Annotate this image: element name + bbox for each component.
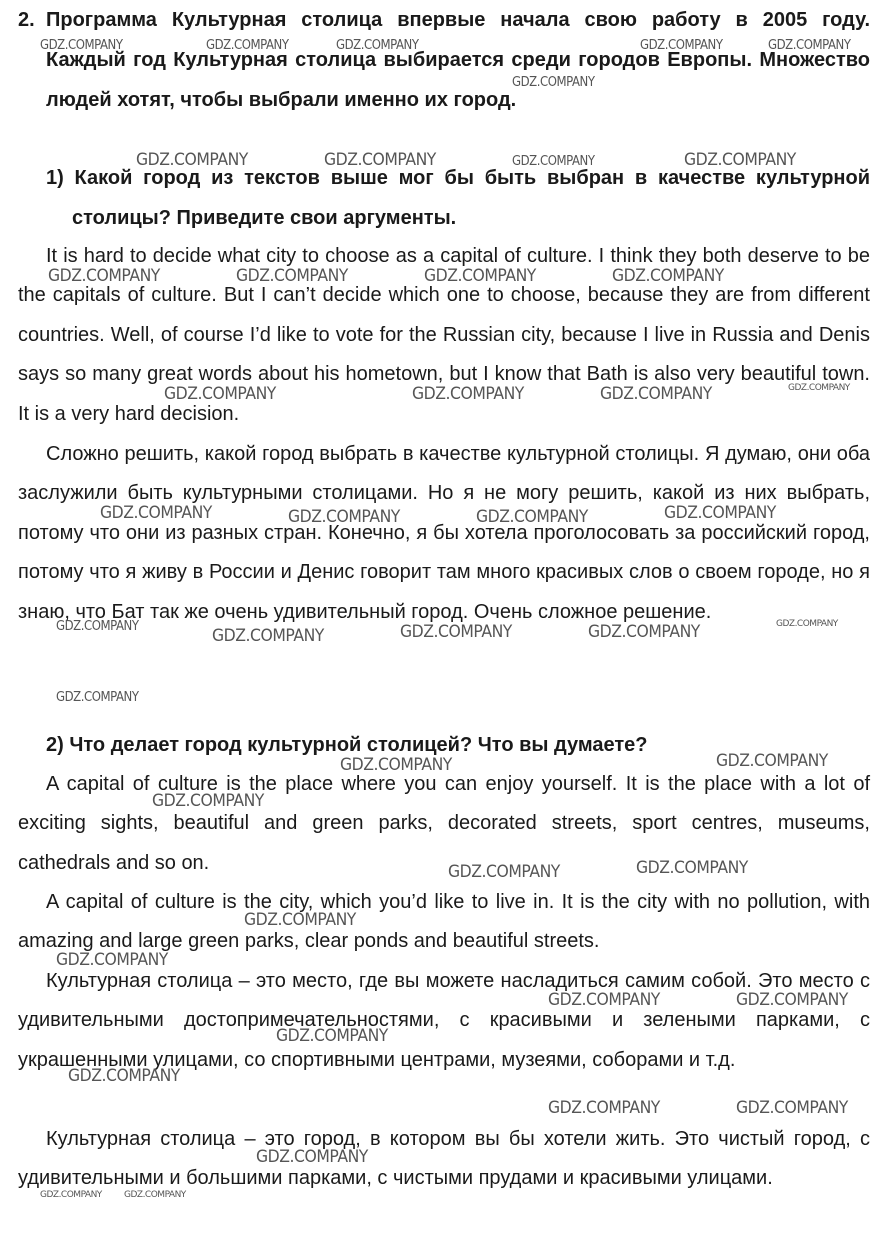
watermark: GDZ.COMPANY [56, 690, 139, 705]
watermark: GDZ.COMPANY [716, 751, 828, 771]
watermark: GDZ.COMPANY [336, 38, 419, 53]
question-1-text: 1) Какой город из текстов выше мог бы быть выбран в качестве культурной столицы? Приведите свои аргументы. [46, 167, 870, 229]
watermark: GDZ.COMPANY [736, 1098, 848, 1118]
watermark: GDZ.COMPANY [56, 619, 139, 634]
watermark: GDZ.COMPANY [288, 507, 400, 527]
task-number: 2. [18, 9, 35, 31]
watermark: GDZ.COMPANY [512, 154, 595, 169]
watermark: GDZ.COMPANY [512, 75, 595, 90]
watermark: GDZ.COMPANY [136, 150, 248, 170]
task-heading [18, 0, 870, 120]
watermark: GDZ.COMPANY [56, 950, 168, 970]
watermark: GDZ.COMPANY [548, 990, 660, 1010]
answer-2-russian-2: Культурная столица – это город, в котором вы бы хотели жить. Это чистый город, с удивительными и большими парками, с чистыми прудами и красивыми улицами. [18, 1128, 870, 1190]
watermark: GDZ.COMPANY [340, 755, 452, 775]
watermark: GDZ.COMPANY [100, 503, 212, 523]
watermark: GDZ.COMPANY [776, 619, 838, 629]
watermark: GDZ.COMPANY [324, 150, 436, 170]
watermark: GDZ.COMPANY [124, 1190, 186, 1200]
answer-1-russian: Сложно решить, какой город выбрать в качестве культурной столицы. Я думаю, они оба заслужили быть культурными столицами. Но я не могу решить, какой из них выбрать, потому что они из разных стран. Конечно, я бы хотела проголосовать за российский город, потому что я живу в России и Денис говорит там много красивых слов о своем городе, но я знаю, что Бат так же очень удивительный город. Очень сложное решение. [18, 443, 870, 623]
watermark: GDZ.COMPANY [424, 266, 536, 286]
watermark: GDZ.COMPANY [236, 266, 348, 286]
question-2 [46, 725, 870, 765]
watermark: GDZ.COMPANY [412, 384, 524, 404]
watermark: GDZ.COMPANY [736, 990, 848, 1010]
watermark: GDZ.COMPANY [212, 626, 324, 646]
watermark: GDZ.COMPANY [164, 384, 276, 404]
watermark: GDZ.COMPANY [768, 38, 851, 53]
watermark: GDZ.COMPANY [244, 910, 356, 930]
watermark: GDZ.COMPANY [40, 1190, 102, 1200]
task-text: Программа Культурная столица впервые начала свою работу в 2005 году. Каждый год Культурная столица выбирается среди городов Европы. Множество людей хотят, чтобы выбрали именно их город. [46, 9, 870, 111]
watermark: GDZ.COMPANY [636, 858, 748, 878]
watermark: GDZ.COMPANY [548, 1098, 660, 1118]
watermark: GDZ.COMPANY [448, 862, 560, 882]
answer-2-russian-1: Культурная столица – это место, где вы можете насладиться самим собой. Это место с удивительными достопримечательностями, с красивыми и зелеными парками, с украшенными улицами, со спортивными центрами, музеями, соборами и т.д. [18, 970, 870, 1071]
watermark: GDZ.COMPANY [476, 507, 588, 527]
watermark: GDZ.COMPANY [588, 622, 700, 642]
watermark: GDZ.COMPANY [788, 383, 850, 393]
watermark: GDZ.COMPANY [152, 791, 264, 811]
watermark: GDZ.COMPANY [400, 622, 512, 642]
watermark: GDZ.COMPANY [206, 38, 289, 53]
answer-1-english: It is hard to decide what city to choose as a capital of culture. I think they both deserve to be the capitals of culture. But I can’t decide which one to choose, because they are from different countries. Well, of course I’d like to vote for the Russian city, because I live in Russia and Denis says so many great words about his hometown, but I know that Bath is also very beautiful town. It is a very hard decision. [18, 245, 870, 425]
answer-2-english-1: A capital of culture is the place where you can enjoy yourself. It is the place with a lot of exciting sights, beautiful and green parks, decorated streets, sport centres, museums, cathedrals and so on. [18, 773, 870, 874]
watermark: GDZ.COMPANY [276, 1026, 388, 1046]
watermark: GDZ.COMPANY [40, 38, 123, 53]
question-1 [46, 158, 870, 238]
answer-2-english-2: A capital of culture is the city, which you’d like to live in. It is the city with no pollution, with amazing and large green parks, clear ponds and beautiful streets. [18, 891, 870, 953]
watermark: GDZ.COMPANY [684, 150, 796, 170]
watermark: GDZ.COMPANY [48, 266, 160, 286]
watermark: GDZ.COMPANY [600, 384, 712, 404]
watermark: GDZ.COMPANY [640, 38, 723, 53]
watermark: GDZ.COMPANY [664, 503, 776, 523]
watermark: GDZ.COMPANY [612, 266, 724, 286]
watermark: GDZ.COMPANY [256, 1147, 368, 1167]
watermark: GDZ.COMPANY [68, 1066, 180, 1086]
question-2-text: 2) Что делает город культурной столицей? Что вы думаете? [46, 734, 648, 756]
